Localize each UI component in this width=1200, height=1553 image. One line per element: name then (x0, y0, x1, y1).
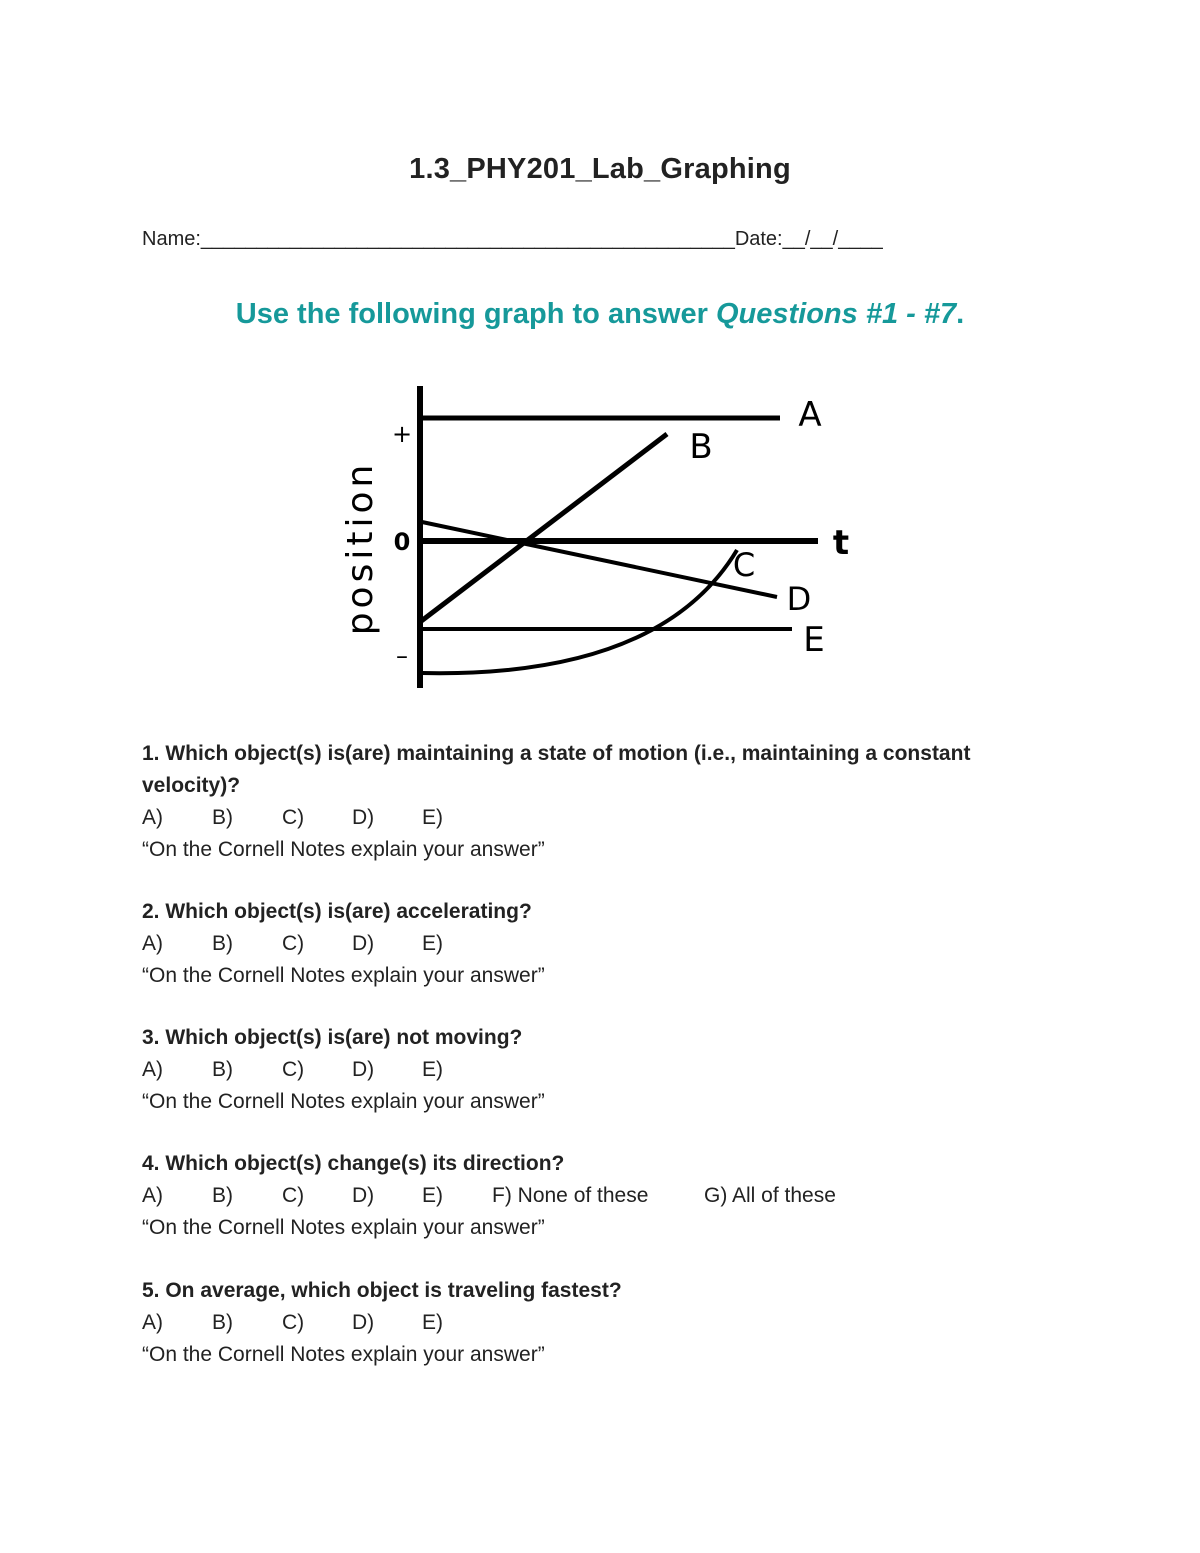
plus-label: + (391, 420, 413, 448)
option-b[interactable]: B) (212, 932, 233, 955)
curve-c-label: C (732, 546, 756, 584)
question-2-options (142, 928, 1042, 960)
instruction-text-italic: Questions #1 - #7 (715, 298, 957, 330)
line-a-label: A (798, 395, 822, 435)
option-d[interactable]: D) (352, 806, 375, 829)
option-a[interactable]: A) (142, 1311, 163, 1334)
option-e[interactable]: E) (422, 806, 443, 829)
option-a[interactable]: A) (142, 932, 163, 955)
option-b[interactable]: B) (212, 1058, 233, 1081)
question-1-note: “On the Cornell Notes explain your answer” (142, 838, 545, 861)
question-1-text: 1. Which object(s) is(are) maintaining a state of motion (i.e., maintaining a constant velocity)? (142, 742, 971, 797)
question-5-note: “On the Cornell Notes explain your answer” (142, 1343, 545, 1366)
option-d[interactable]: D) (352, 1184, 375, 1207)
question-4-options (142, 1180, 1042, 1212)
question-4-text: 4. Which object(s) change(s) its direction? (142, 1152, 565, 1175)
option-b[interactable]: B) (212, 1184, 233, 1207)
option-a[interactable]: A) (142, 806, 163, 829)
line-e-label: E (803, 620, 825, 660)
option-d[interactable]: D) (352, 932, 375, 955)
option-e[interactable]: E) (422, 1058, 443, 1081)
question-1 (142, 738, 1042, 866)
question-4-note: “On the Cornell Notes explain your answer” (142, 1216, 545, 1239)
zero-label: 0 (393, 528, 411, 556)
option-f[interactable]: F) None of these (492, 1184, 649, 1207)
page-title: 1.3_PHY201_Lab_Graphing (409, 153, 791, 185)
position-time-graph (330, 378, 870, 698)
option-c[interactable]: C) (282, 932, 305, 955)
x-axis-label: t (832, 523, 850, 563)
minus-label: – (396, 642, 408, 670)
question-5-options (142, 1307, 1042, 1339)
option-e[interactable]: E) (422, 1311, 443, 1334)
option-c[interactable]: C) (282, 1058, 305, 1081)
option-c[interactable]: C) (282, 806, 305, 829)
instruction-text-post: . (956, 298, 965, 330)
option-d[interactable]: D) (352, 1311, 375, 1334)
line-d-label: D (786, 580, 812, 618)
option-b[interactable]: B) (212, 1311, 233, 1334)
line-b-label: B (689, 427, 713, 467)
question-5-text: 5. On average, which object is traveling fastest? (142, 1279, 622, 1302)
option-b[interactable]: B) (212, 806, 233, 829)
option-e[interactable]: E) (422, 1184, 443, 1207)
question-2 (142, 896, 1042, 992)
question-3-note: “On the Cornell Notes explain your answer” (142, 1090, 545, 1113)
option-d[interactable]: D) (352, 1058, 375, 1081)
curve-c (422, 550, 737, 673)
instruction-text-pre: Use the following graph to answer (235, 298, 716, 330)
question-3-options (142, 1054, 1042, 1086)
option-c[interactable]: C) (282, 1184, 305, 1207)
y-axis-label: position (340, 460, 381, 636)
question-2-text: 2. Which object(s) is(are) accelerating? (142, 900, 532, 923)
option-c[interactable]: C) (282, 1311, 305, 1334)
line-d (422, 522, 777, 597)
instruction-heading (0, 298, 1200, 331)
question-2-note: “On the Cornell Notes explain your answer” (142, 964, 545, 987)
option-g[interactable]: G) All of these (704, 1184, 836, 1207)
option-a[interactable]: A) (142, 1184, 163, 1207)
question-5 (142, 1275, 1042, 1371)
option-e[interactable]: E) (422, 932, 443, 955)
question-3-text: 3. Which object(s) is(are) not moving? (142, 1026, 523, 1049)
option-a[interactable]: A) (142, 1058, 163, 1081)
name-date-line: Name:________________________________________________Date:__/__/____ (142, 228, 883, 250)
question-4 (142, 1148, 1042, 1244)
question-3 (142, 1022, 1042, 1118)
question-1-options (142, 802, 1042, 834)
